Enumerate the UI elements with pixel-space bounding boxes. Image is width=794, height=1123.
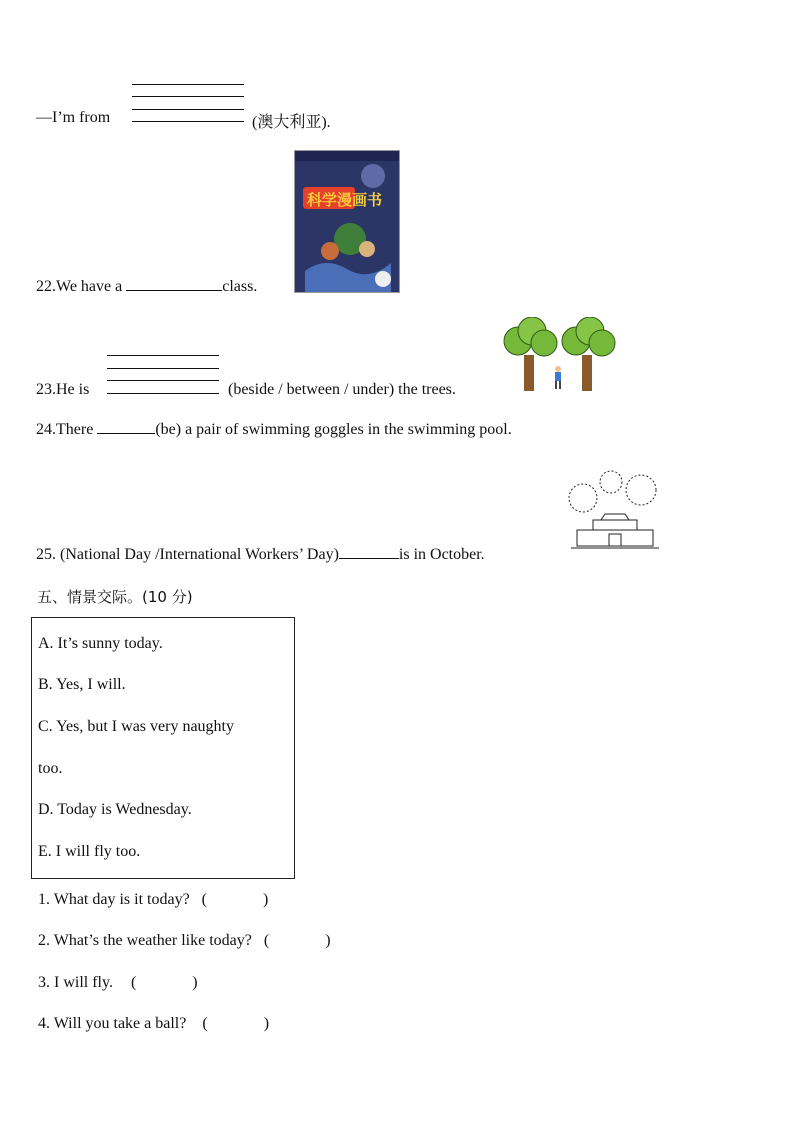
option-c-continued: too. (38, 760, 63, 777)
option-c: C. Yes, but I was very naughty (38, 718, 234, 735)
question-2 (38, 932, 331, 950)
section-title: 五、情景交际。(10 分) (37, 588, 193, 606)
question-3-close-paren: ) (192, 974, 198, 991)
fireworks-illustration (563, 468, 667, 554)
options-box (31, 617, 295, 879)
question-1-text: 1. What day is it today? (38, 891, 190, 908)
q22-suffix: class. (222, 278, 258, 295)
q25-text-after: is in October. (398, 546, 485, 563)
question-3 (38, 974, 198, 992)
q22-blank[interactable] (126, 290, 222, 291)
q22-line (36, 278, 257, 296)
q21-hint: (澳大利亚). (252, 114, 331, 131)
question-3-text: 3. I will fly. (38, 974, 113, 991)
q21-prefix: —I’m from (36, 109, 111, 126)
option-d: D. Today is Wednesday. (38, 801, 192, 818)
trees-illustration (502, 317, 616, 393)
q24-text-after: (be) a pair of swimming goggles in the swimming pool. (155, 421, 512, 438)
q25-text-before: 25. (National Day /International Workers’ Day) (36, 546, 339, 563)
q23-suffix: (beside / between / under) the trees. (228, 381, 456, 398)
tiananmen-fireworks-image (563, 468, 667, 554)
question-1-open-paren: ( (201, 891, 207, 908)
question-2-close-paren: ) (325, 932, 331, 949)
q25-blank[interactable] (339, 558, 399, 559)
q24-line (36, 421, 512, 439)
q23-prefix: 23.He is (36, 381, 90, 398)
option-a: A. It’s sunny today. (38, 635, 163, 652)
question-3-open-paren: ( (130, 974, 137, 991)
question-1 (38, 891, 268, 909)
q24-blank[interactable] (97, 433, 155, 434)
question-2-open-paren: ( (263, 932, 270, 949)
option-e: E. I will fly too. (38, 843, 141, 860)
question-4 (38, 1015, 269, 1033)
book-cover-art (295, 151, 399, 292)
question-4-open-paren: ( (202, 1015, 208, 1032)
q25-line (36, 546, 485, 564)
question-1-close-paren: ) (263, 891, 269, 908)
question-4-text: 4. Will you take a ball? (38, 1015, 187, 1032)
q24-text-before: 24.There (36, 421, 94, 438)
option-b: B. Yes, I will. (38, 676, 126, 693)
q22-prefix: 22.We have a (36, 278, 123, 295)
boy-between-trees-image (502, 317, 616, 393)
book-title-text: 科学漫画书 (307, 191, 383, 209)
question-2-text: 2. What’s the weather like today? (38, 932, 252, 949)
question-4-close-paren: ) (263, 1015, 270, 1032)
science-comic-book-image (294, 150, 400, 293)
